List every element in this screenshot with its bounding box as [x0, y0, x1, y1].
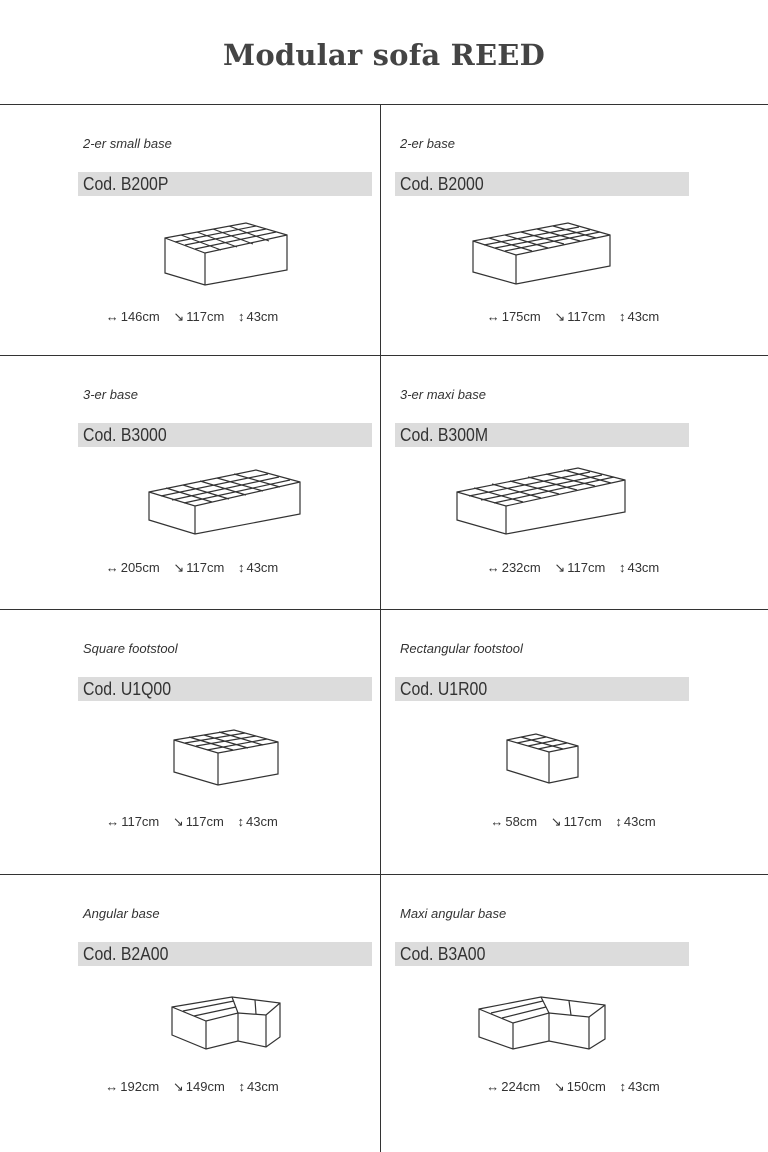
- diagonal-arrow-icon: ↘: [172, 814, 184, 829]
- horizontal-double-arrow-icon: ↔: [486, 309, 500, 324]
- dimensions: ↔ 58cm ↘ 117cm ↕ 43cm: [490, 814, 656, 829]
- product-card: [381, 356, 765, 609]
- horizontal-double-arrow-icon: ↔: [486, 1079, 500, 1094]
- vertical-double-arrow-icon: ↕: [618, 309, 626, 324]
- dimensions: ↔ 192cm ↘ 149cm ↕ 43cm: [105, 1079, 279, 1094]
- dimensions: ↔ 117cm ↘ 117cm ↕ 43cm: [106, 814, 278, 829]
- horizontal-double-arrow-icon: ↔: [490, 814, 504, 829]
- product-code: Cod. U1Q00: [78, 677, 372, 701]
- diagonal-arrow-icon: ↘: [173, 560, 185, 575]
- sofa-module-illustration: [0, 213, 384, 293]
- vertical-double-arrow-icon: ↕: [238, 1079, 245, 1094]
- product-label: Square footstool: [83, 641, 178, 656]
- product-card: [0, 875, 384, 1152]
- product-label: Maxi angular base: [400, 906, 507, 921]
- product-code: Cod. B3000: [78, 423, 372, 447]
- dimensions: ↔ 146cm ↘ 117cm ↕ 43cm: [105, 309, 279, 324]
- vertical-double-arrow-icon: ↕: [619, 1079, 626, 1094]
- sofa-module-illustration: [381, 722, 765, 802]
- dimensions: ↔ 224cm ↘ 150cm ↕ 43cm: [486, 1079, 660, 1094]
- product-label: 2-er small base: [83, 136, 172, 151]
- product-card: [381, 875, 765, 1152]
- product-card: [381, 610, 765, 874]
- product-label: 2-er base: [400, 136, 455, 151]
- diagonal-arrow-icon: ↘: [172, 1079, 184, 1094]
- product-label: 3-er maxi base: [400, 387, 486, 402]
- product-card: [381, 105, 765, 355]
- product-card: [0, 105, 384, 355]
- product-label: Angular base: [83, 906, 160, 921]
- vertical-double-arrow-icon: ↕: [237, 309, 245, 324]
- sofa-module-illustration: [0, 462, 384, 542]
- product-code: Cod. B2000: [395, 172, 689, 196]
- sofa-module-illustration: [381, 213, 765, 293]
- product-code: Cod. B300M: [395, 423, 689, 447]
- product-code: Cod. B200P: [78, 172, 372, 196]
- product-label: 3-er base: [83, 387, 138, 402]
- sofa-module-illustration: [0, 722, 384, 802]
- vertical-double-arrow-icon: ↕: [618, 560, 626, 575]
- horizontal-double-arrow-icon: ↔: [106, 814, 120, 829]
- sofa-module-illustration: [381, 462, 765, 542]
- horizontal-double-arrow-icon: ↔: [105, 560, 119, 575]
- vertical-double-arrow-icon: ↕: [237, 814, 244, 829]
- horizontal-double-arrow-icon: ↔: [105, 1079, 119, 1094]
- dimensions: ↔ 232cm ↘ 117cm ↕ 43cm: [486, 560, 660, 575]
- horizontal-double-arrow-icon: ↔: [486, 560, 500, 575]
- sofa-module-illustration: [381, 987, 765, 1067]
- product-card: [0, 610, 384, 874]
- diagonal-arrow-icon: ↘: [553, 1079, 565, 1094]
- dimensions: ↔ 175cm ↘ 117cm ↕ 43cm: [486, 309, 660, 324]
- sofa-module-illustration: [0, 987, 384, 1067]
- vertical-double-arrow-icon: ↕: [615, 814, 622, 829]
- diagonal-arrow-icon: ↘: [554, 560, 566, 575]
- dimensions: ↔ 205cm ↘ 117cm ↕ 43cm: [105, 560, 279, 575]
- product-code: Cod. B3A00: [395, 942, 689, 966]
- page-title: Modular sofa REED: [223, 38, 545, 72]
- product-code: Cod. B2A00: [78, 942, 372, 966]
- horizontal-double-arrow-icon: ↔: [105, 309, 119, 324]
- product-label: Rectangular footstool: [400, 641, 523, 656]
- diagonal-arrow-icon: ↘: [173, 309, 185, 324]
- diagonal-arrow-icon: ↘: [554, 309, 566, 324]
- product-code: Cod. U1R00: [395, 677, 689, 701]
- product-card: [0, 356, 384, 609]
- diagonal-arrow-icon: ↘: [550, 814, 562, 829]
- vertical-double-arrow-icon: ↕: [237, 560, 245, 575]
